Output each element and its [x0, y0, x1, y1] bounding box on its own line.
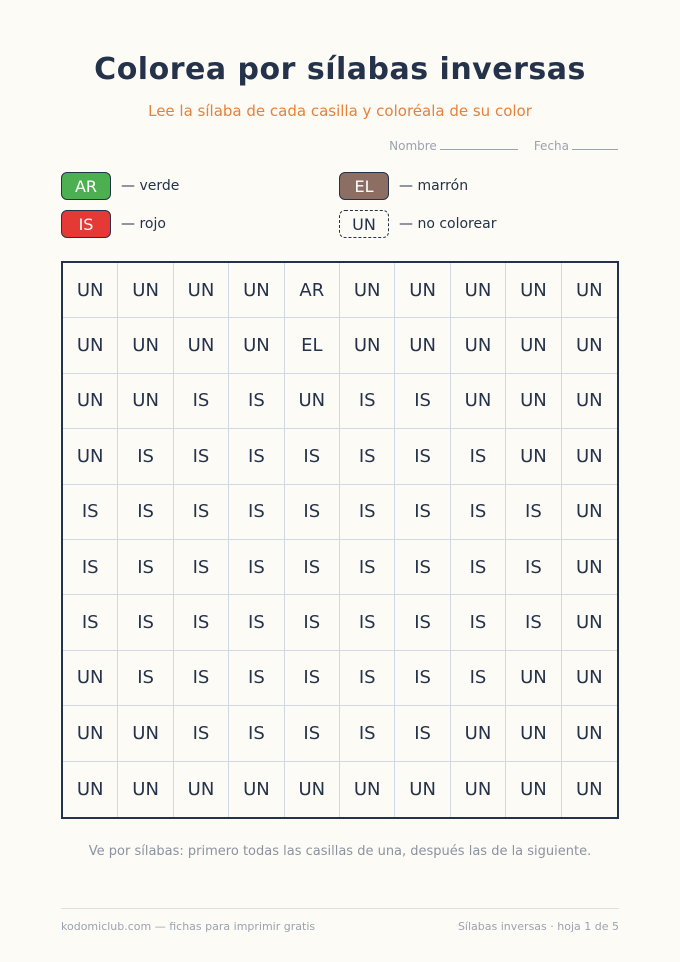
grid-cell[interactable]: UN: [562, 595, 617, 650]
grid-cell[interactable]: IS: [285, 485, 340, 540]
grid-cell[interactable]: UN: [451, 318, 506, 373]
grid-cell[interactable]: IS: [340, 706, 395, 761]
legend-item-un: [339, 210, 496, 238]
grid-cell[interactable]: IS: [395, 485, 450, 540]
grid-cell[interactable]: IS: [285, 429, 340, 484]
grid-cell[interactable]: UN: [229, 318, 284, 373]
grid-cell[interactable]: IS: [229, 540, 284, 595]
grid-cell[interactable]: IS: [395, 374, 450, 429]
grid-cell[interactable]: UN: [395, 263, 450, 318]
grid-cell[interactable]: IS: [340, 429, 395, 484]
grid-cell[interactable]: IS: [118, 595, 173, 650]
grid-cell[interactable]: IS: [63, 485, 118, 540]
grid-cell[interactable]: IS: [340, 595, 395, 650]
grid-cell[interactable]: IS: [451, 429, 506, 484]
legend-item-ar: [61, 172, 179, 200]
grid-cell[interactable]: IS: [395, 595, 450, 650]
grid-cell[interactable]: UN: [451, 762, 506, 817]
footer-page-info: Sílabas inversas · hoja 1 de 5: [457, 920, 619, 933]
name-date-fields: [389, 139, 618, 153]
grid-cell[interactable]: IS: [506, 485, 561, 540]
grid-cell[interactable]: UN: [506, 263, 561, 318]
page-title: Colorea por sílabas inversas: [94, 52, 586, 87]
grid-cell[interactable]: UN: [451, 706, 506, 761]
grid-cell[interactable]: IS: [63, 595, 118, 650]
legend-chip-ar: AR: [61, 172, 111, 200]
grid-cell[interactable]: UN: [562, 706, 617, 761]
grid-cell[interactable]: IS: [174, 540, 229, 595]
grid-cell[interactable]: IS: [174, 374, 229, 429]
grid-cell[interactable]: UN: [340, 762, 395, 817]
grid-cell[interactable]: UN: [118, 263, 173, 318]
grid-cell[interactable]: UN: [506, 762, 561, 817]
grid-cell[interactable]: IS: [174, 595, 229, 650]
grid-cell[interactable]: IS: [451, 595, 506, 650]
grid-cell[interactable]: UN: [63, 651, 118, 706]
grid-cell[interactable]: UN: [118, 706, 173, 761]
grid-cell[interactable]: UN: [174, 318, 229, 373]
grid-cell[interactable]: UN: [562, 651, 617, 706]
legend-item-is: [61, 210, 166, 238]
grid-cell[interactable]: UN: [395, 318, 450, 373]
legend-item-el: [339, 172, 468, 200]
grid-cell[interactable]: UN: [118, 762, 173, 817]
grid-cell[interactable]: UN: [451, 374, 506, 429]
grid-cell[interactable]: EL: [285, 318, 340, 373]
grid-cell[interactable]: UN: [562, 374, 617, 429]
grid-cell[interactable]: IS: [118, 485, 173, 540]
grid-cell[interactable]: UN: [506, 651, 561, 706]
grid-cell[interactable]: IS: [118, 651, 173, 706]
grid-cell[interactable]: IS: [506, 540, 561, 595]
grid-cell[interactable]: UN: [506, 706, 561, 761]
grid-cell[interactable]: IS: [229, 429, 284, 484]
grid-cell[interactable]: UN: [562, 485, 617, 540]
legend-chip-el: EL: [339, 172, 389, 200]
grid-cell[interactable]: IS: [395, 540, 450, 595]
grid-cell[interactable]: IS: [174, 706, 229, 761]
grid-cell[interactable]: UN: [63, 318, 118, 373]
legend-text-un: — no colorear: [399, 216, 497, 232]
grid-cell[interactable]: IS: [118, 429, 173, 484]
grid-cell[interactable]: IS: [229, 651, 284, 706]
grid-cell[interactable]: IS: [451, 540, 506, 595]
footer-site: kodomiclub.com — fichas para imprimir gratis: [61, 920, 316, 933]
legend-text-el: — marrón: [399, 178, 469, 194]
grid-cell[interactable]: UN: [63, 263, 118, 318]
grid-cell[interactable]: UN: [63, 706, 118, 761]
grid-cell[interactable]: UN: [63, 762, 118, 817]
grid-cell[interactable]: IS: [118, 540, 173, 595]
grid-cell[interactable]: UN: [63, 429, 118, 484]
grid-cell[interactable]: IS: [229, 706, 284, 761]
grid-cell[interactable]: IS: [395, 651, 450, 706]
grid-cell[interactable]: IS: [395, 706, 450, 761]
grid-cell[interactable]: UN: [174, 263, 229, 318]
grid-cell[interactable]: UN: [506, 374, 561, 429]
grid-cell[interactable]: UN: [340, 318, 395, 373]
legend-chip-is: IS: [61, 210, 111, 238]
grid-cell[interactable]: UN: [562, 318, 617, 373]
grid-cell[interactable]: IS: [63, 540, 118, 595]
grid-cell[interactable]: IS: [229, 485, 284, 540]
grid-cell[interactable]: IS: [285, 651, 340, 706]
name-field[interactable]: [389, 139, 518, 153]
grid-cell[interactable]: UN: [63, 374, 118, 429]
grid-cell[interactable]: IS: [340, 651, 395, 706]
grid-cell[interactable]: UN: [285, 374, 340, 429]
grid-cell[interactable]: UN: [174, 762, 229, 817]
page-subtitle: Lee la sílaba de cada casilla y coloréala de su color: [148, 102, 532, 120]
grid-cell[interactable]: IS: [285, 706, 340, 761]
grid-cell[interactable]: UN: [562, 429, 617, 484]
grid-cell[interactable]: UN: [229, 762, 284, 817]
grid-cell[interactable]: IS: [229, 595, 284, 650]
name-label: Nombre: [389, 139, 437, 153]
grid-cell[interactable]: UN: [229, 263, 284, 318]
grid-cell[interactable]: IS: [285, 540, 340, 595]
legend-text-ar: — verde: [121, 178, 180, 194]
grid-cell[interactable]: UN: [575, 778, 603, 800]
grid-cell[interactable]: IS: [174, 429, 229, 484]
grid-cell[interactable]: IS: [506, 595, 561, 650]
instruction-note: Ve por sílabas: primero todas las casillas de una, después las de la siguiente.: [88, 844, 592, 859]
grid-cell[interactable]: IS: [451, 485, 506, 540]
grid-cell[interactable]: IS: [174, 485, 229, 540]
grid-cell[interactable]: IS: [285, 595, 340, 650]
grid-cell[interactable]: IS: [340, 485, 395, 540]
grid-cell[interactable]: IS: [229, 374, 284, 429]
grid-cell[interactable]: IS: [451, 651, 506, 706]
date-label: Fecha: [533, 139, 569, 153]
grid-cell[interactable]: UN: [340, 263, 395, 318]
grid-cell[interactable]: UN: [451, 263, 506, 318]
footer-divider: [61, 908, 619, 909]
grid-cell[interactable]: UN: [118, 374, 173, 429]
grid-cell[interactable]: UN: [395, 762, 450, 817]
grid-cell[interactable]: IS: [340, 374, 395, 429]
grid-cell[interactable]: UN: [285, 762, 340, 817]
legend-text-is: — rojo: [121, 216, 166, 232]
legend-chip-un: UN: [339, 210, 389, 238]
grid-cell[interactable]: IS: [340, 540, 395, 595]
grid-cell[interactable]: AR: [285, 263, 340, 318]
grid-cell[interactable]: UN: [562, 263, 617, 318]
grid-cell[interactable]: UN: [506, 318, 561, 373]
grid-cell[interactable]: IS: [174, 651, 229, 706]
coloring-grid: [61, 261, 619, 819]
grid-cell[interactable]: UN: [562, 540, 617, 595]
date-field[interactable]: [534, 139, 618, 153]
grid-cell[interactable]: UN: [506, 429, 561, 484]
grid-cell[interactable]: IS: [395, 429, 450, 484]
grid-cell[interactable]: UN: [118, 318, 173, 373]
